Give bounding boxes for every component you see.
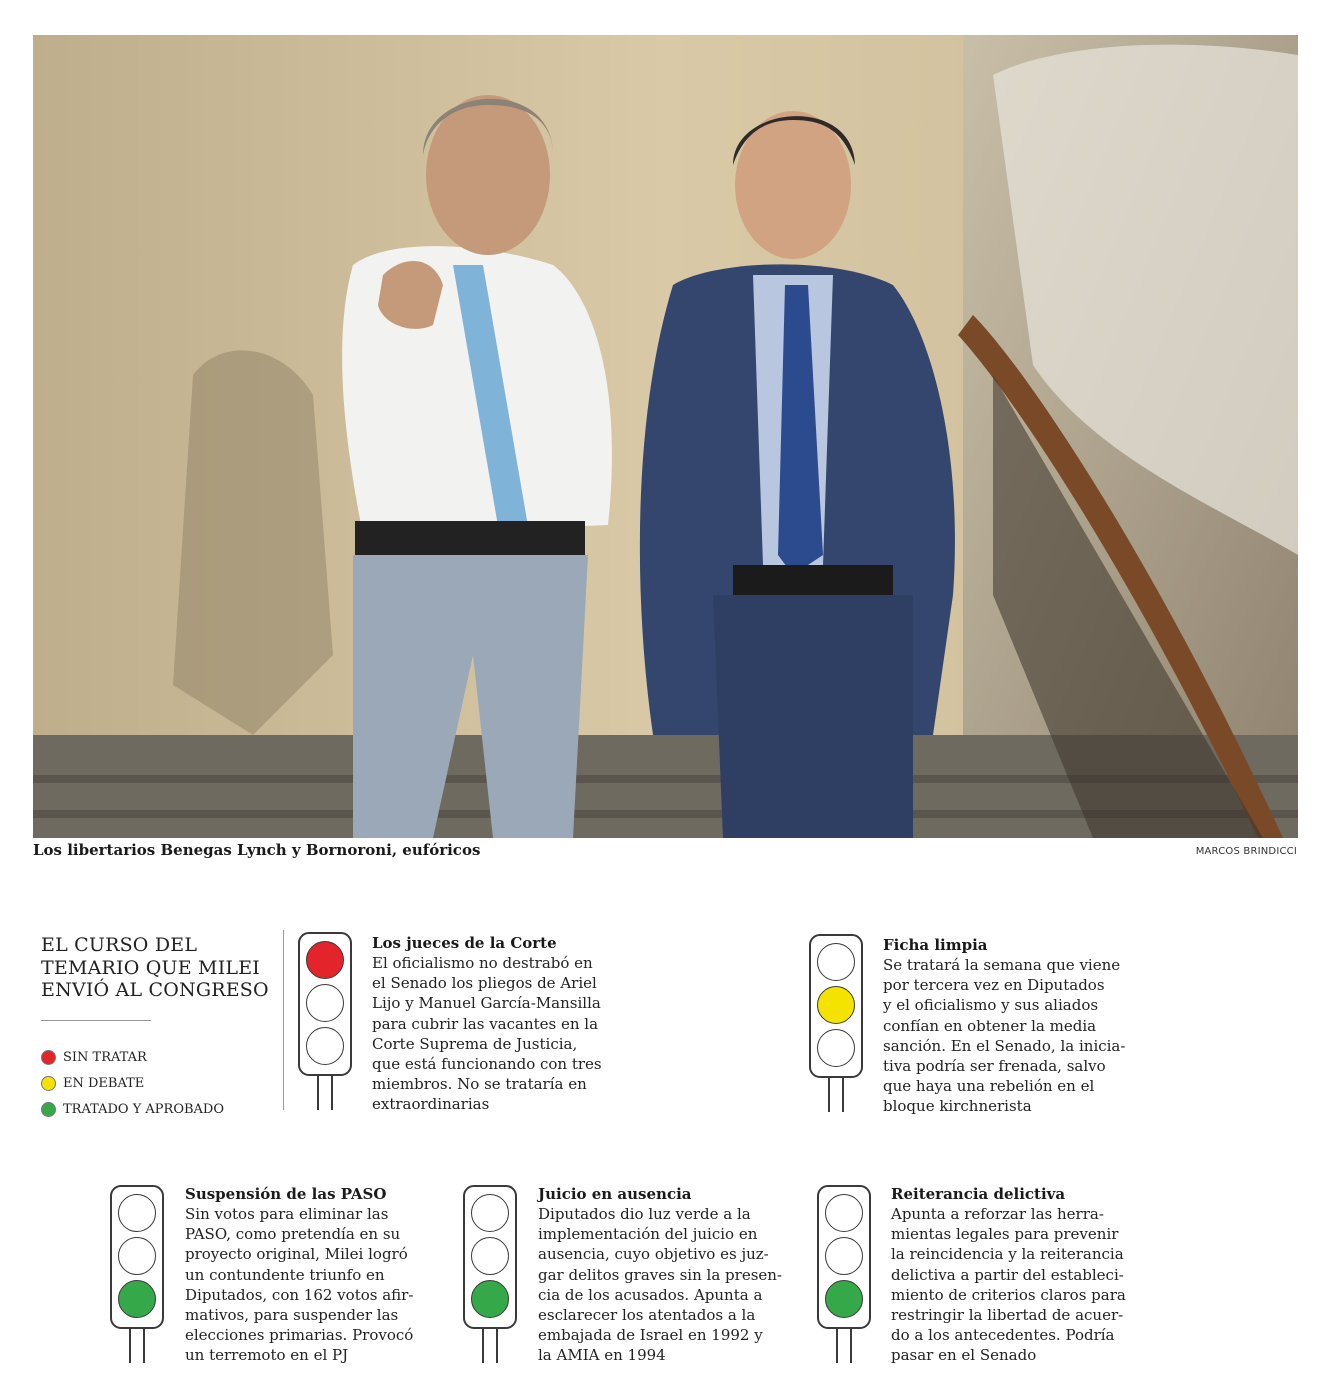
- green-dot-icon: [41, 1102, 56, 1117]
- item-body: Se tratará la semana que viene por tercera vez en Diputados y el oficialismo y sus aliados confían en obtener la media sanción. En el Senado, la inicia- tiva podría ser frenada, salvo que haya una rebelión en el bloque kirchnerista: [883, 956, 1126, 1116]
- item-title: Reiterancia delictiva: [891, 1185, 1066, 1203]
- traffic-light-lamp-yellow: [306, 984, 344, 1022]
- title-line: ENVIÓ AL CONGRESO: [41, 979, 269, 1001]
- news-photo: [33, 35, 1298, 838]
- red-dot-icon: [41, 1050, 56, 1065]
- legend-label: EN DEBATE: [63, 1075, 145, 1091]
- traffic-light-lamp-green: [118, 1280, 156, 1318]
- traffic-light-lamp-yellow: [471, 1237, 509, 1275]
- item-body: Apunta a reforzar las herra- mientas legales para prevenir la reincidencia y la reiterancia delictiva a partir del estableci- miento de criterios claros para restringir la libertad de acuer- do a los antecedentes. Podría pasar en el Senado: [891, 1205, 1126, 1365]
- traffic-light-icon: [463, 1185, 517, 1363]
- legend-item-green: [41, 1096, 224, 1122]
- title-line: TEMARIO QUE MILEI: [41, 956, 260, 979]
- item-ficha-limpia: [883, 935, 1126, 1117]
- yellow-dot-icon: [41, 1076, 56, 1091]
- item-body: El oficialismo no destrabó en el Senado los pliegos de Ariel Lijo y Manuel García-Mansilla para cubrir las vacantes en la Corte Suprema de Justicia, que está funcionando con tres miembros. No se trataría en extraordinarias: [372, 954, 602, 1114]
- traffic-light-lamp-yellow: [817, 986, 855, 1024]
- traffic-light-lamp-red: [471, 1194, 509, 1232]
- legend-vertical-divider: [283, 930, 284, 1110]
- traffic-light-lamp-red: [817, 943, 855, 981]
- photo-caption: Los libertarios Benegas Lynch y Bornoroni, eufóricos: [33, 841, 481, 859]
- item-juicio-ausencia: [538, 1184, 782, 1366]
- legend-item-yellow: [41, 1070, 224, 1096]
- traffic-light-icon: [298, 932, 352, 1110]
- traffic-light-lamp-green: [306, 1027, 344, 1065]
- item-suspension-paso: [185, 1184, 425, 1366]
- legend: [41, 1044, 224, 1122]
- item-reiterancia-delictiva: [891, 1184, 1131, 1366]
- legend-divider: [41, 1020, 151, 1021]
- traffic-light-lamp-red: [825, 1194, 863, 1232]
- photo-credit: MARCOS BRINDICCI: [1195, 846, 1297, 857]
- traffic-light-lamp-red: [118, 1194, 156, 1232]
- legend-label: SIN TRATAR: [63, 1049, 147, 1065]
- traffic-light-lamp-green: [471, 1280, 509, 1318]
- traffic-light-lamp-green: [825, 1280, 863, 1318]
- item-title: Ficha limpia: [883, 936, 988, 954]
- item-jueces-corte: [372, 933, 612, 1115]
- legend-label: TRATADO Y APROBADO: [63, 1101, 225, 1117]
- item-title: Suspensión de las PASO: [185, 1185, 387, 1203]
- legend-item-red: [41, 1044, 224, 1070]
- item-body: Diputados dio luz verde a la implementación del juicio en ausencia, cuyo objetivo es juz- gar delitos graves sin la presen- cia de los acusados. Apunta a esclarecer los atentados a la embajada de Israel en 1992 y la AMIA en 1994: [538, 1205, 782, 1365]
- item-title: Juicio en ausencia: [538, 1185, 692, 1203]
- item-title: Los jueces de la Corte: [372, 934, 557, 952]
- item-body: Sin votos para eliminar las PASO, como pretendía en su proyecto original, Milei logró un contundente triunfo en Diputados, con 162 votos afir- mativos, para suspender las elecciones primarias. Provocó un terremoto en el PJ: [185, 1205, 414, 1365]
- traffic-light-lamp-yellow: [825, 1237, 863, 1275]
- traffic-light-icon: [110, 1185, 164, 1363]
- traffic-light-icon: [809, 934, 863, 1112]
- title-line: EL CURSO DEL: [41, 934, 198, 956]
- traffic-light-icon: [817, 1185, 871, 1363]
- traffic-light-lamp-green: [817, 1029, 855, 1067]
- infographic-title: [41, 934, 281, 1002]
- traffic-light-lamp-red: [306, 941, 344, 979]
- photo-illustration: [33, 35, 1298, 838]
- traffic-light-lamp-yellow: [118, 1237, 156, 1275]
